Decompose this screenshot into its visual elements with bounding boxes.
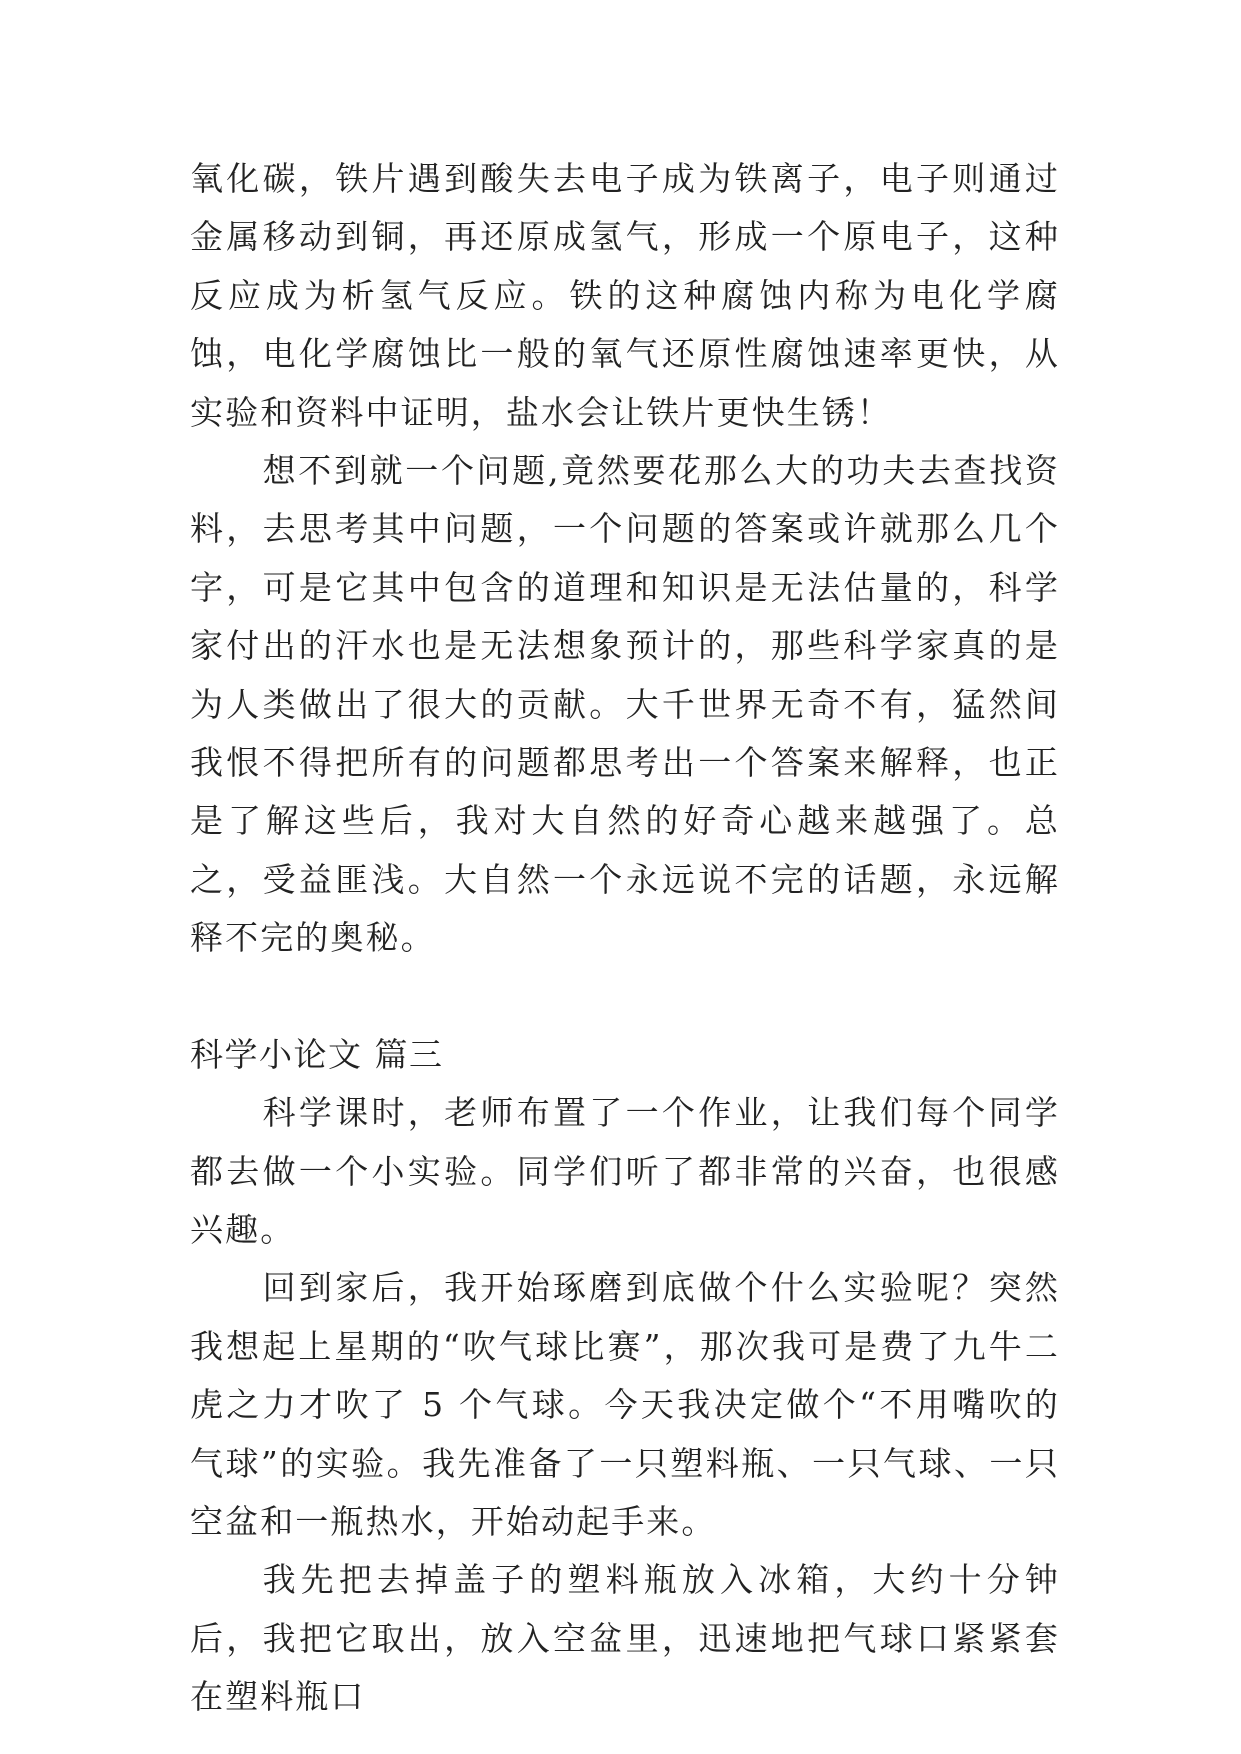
section-spacer <box>190 968 1060 1026</box>
paragraph-assignment: 科学课时，老师布置了一个作业，让我们每个同学都去做一个小实验。同学们听了都非常的兴奋，也很感兴趣。 <box>190 1093 1060 1249</box>
paragraph-iron-corrosion: 氧化碳，铁片遇到酸失去电子成为铁离子，电子则通过金属移动到铜，再还原成氢气，形成一个原电子，这种反应成为析氢气反应。铁的这种腐蚀内称为电化学腐蚀，电化学腐蚀比一般的氧气还原性腐蚀速率更快，从实验和资料中证明，盐水会让铁片更快生锈！ <box>190 159 1060 432</box>
paragraph-reflection: 想不到就一个问题,竟然要花那么大的功夫去查找资料，去思考其中问题，一个问题的答案或许就那么几个字，可是它其中包含的道理和知识是无法估量的，科学家付出的汗水也是无法想象预计的，那些科学家真的是为人类做出了很大的贡献。大千世界无奇不有，猛然间我恨不得把所有的问题都思考出一个答案来解释，也正是了解这些后，我对大自然的好奇心越来越强了。总之，受益匪浅。大自然一个永远说不完的话题，永远解释不完的奥秘。 <box>190 451 1060 958</box>
section-heading: 科学小论文 篇三 <box>190 1034 444 1074</box>
document-body <box>190 150 1060 1727</box>
paragraph-balloon-idea: 回到家后，我开始琢磨到底做个什么实验呢？突然我想起上星期的“吹气球比赛”，那次我可是费了九牛二虎之力才吹了 5 个气球。今天我决定做个“不用嘴吹的气球”的实验。我先准备了一只塑料瓶、一只气球、一只空盆和一瓶热水，开始动起手来。 <box>190 1268 1060 1541</box>
paragraph-experiment-steps: 我先把去掉盖子的塑料瓶放入冰箱，大约十分钟后，我把它取出，放入空盆里，迅速地把气球口紧紧套在塑料瓶口 <box>190 1560 1060 1717</box>
